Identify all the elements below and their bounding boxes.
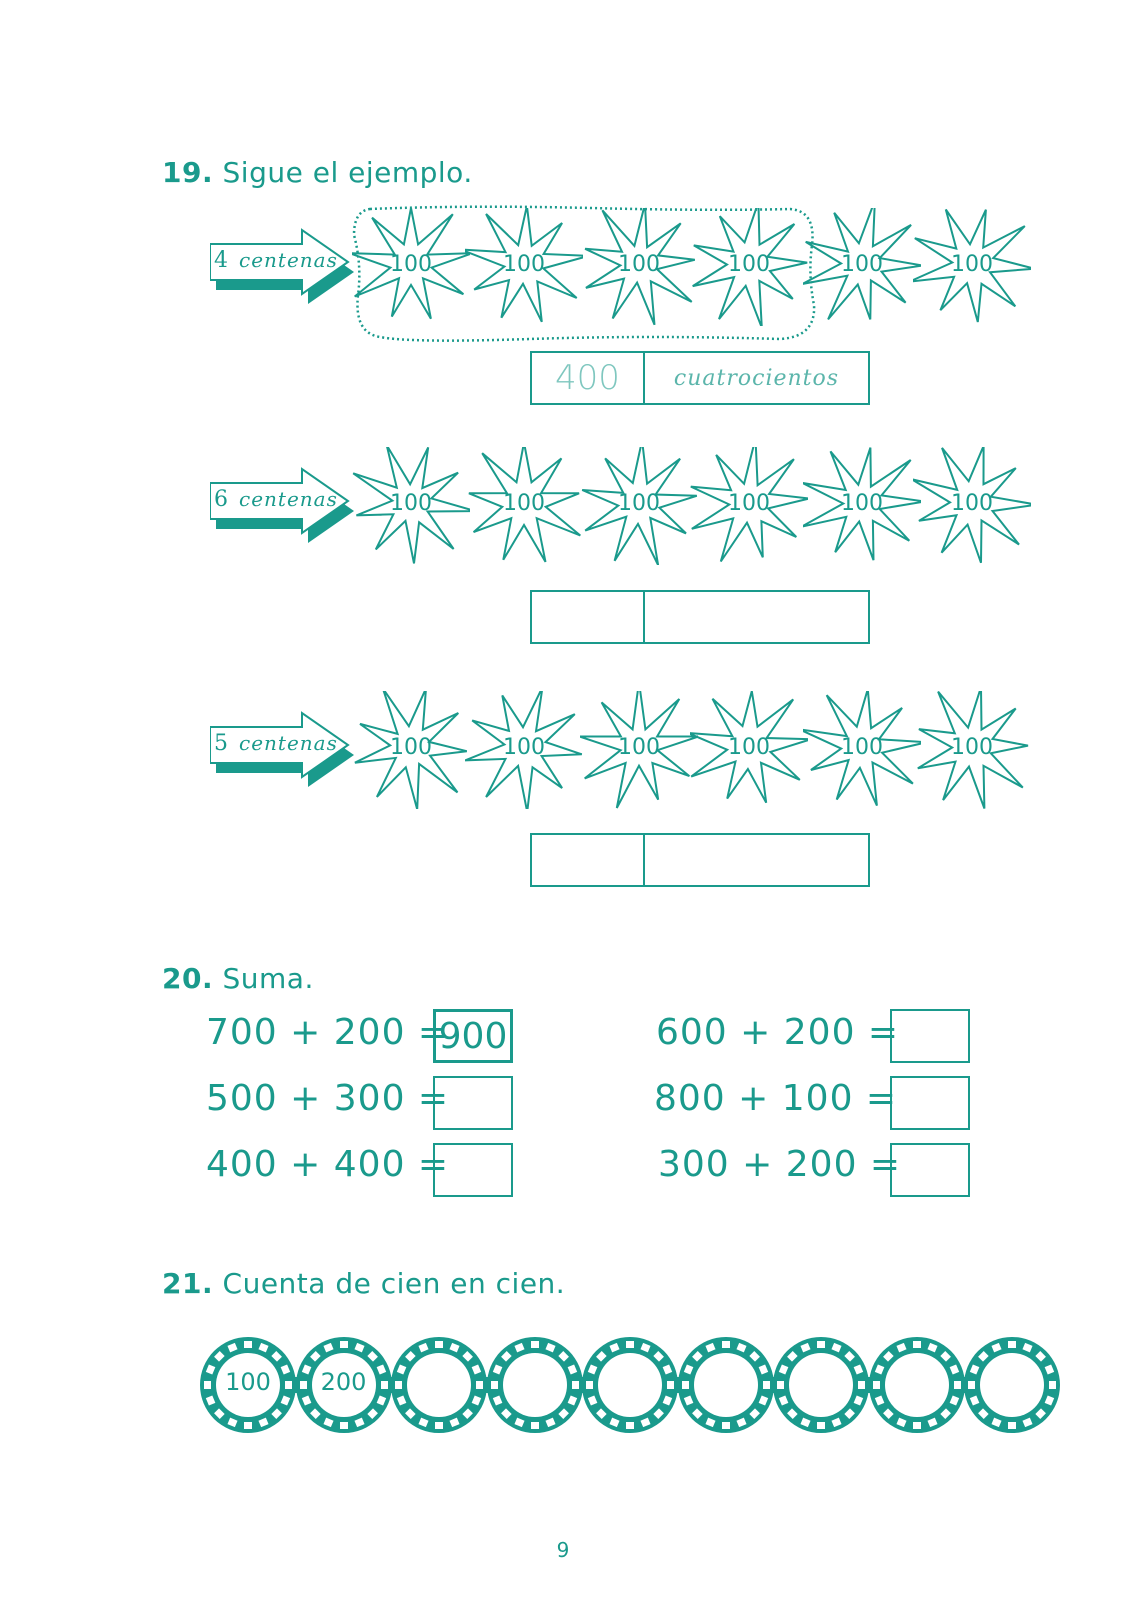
star-value: 100	[728, 491, 770, 516]
answer-word-cell[interactable]	[645, 592, 868, 642]
chip-value: 200	[320, 1368, 367, 1396]
star-value: 100	[951, 252, 993, 277]
sum-expression: 800 + 100 =	[654, 1078, 898, 1119]
star-value: 100	[951, 735, 993, 760]
star-value: 100	[728, 252, 770, 277]
sum-expression: 700 + 200 =	[206, 1012, 450, 1053]
star-value: 100	[841, 735, 883, 760]
counting-chip[interactable]	[962, 1335, 1062, 1435]
centenas-count: 5	[214, 731, 229, 756]
star-value: 100	[390, 735, 432, 760]
exercise-number: 21.	[162, 1267, 214, 1300]
chip-icon	[485, 1335, 585, 1435]
page-number: 9	[556, 1538, 570, 1562]
exercise-number: 20.	[162, 962, 214, 995]
centenas-unit: centenas	[239, 248, 338, 272]
hundred-star	[803, 208, 921, 326]
sum-answer-box[interactable]	[890, 1143, 970, 1197]
sum-expression: 500 + 300 =	[206, 1078, 450, 1119]
answer-number-cell[interactable]	[532, 835, 645, 885]
hundred-star	[465, 447, 583, 565]
sum-answer-box[interactable]	[890, 1009, 970, 1063]
sum-expression: 600 + 200 =	[656, 1012, 900, 1053]
exercise-instruction: Sigue el ejemplo.	[222, 156, 473, 189]
sum-answer-box[interactable]	[433, 1143, 513, 1197]
answer-number-cell[interactable]: 400	[532, 353, 645, 403]
star-value: 100	[390, 252, 432, 277]
counting-chip[interactable]	[485, 1335, 585, 1435]
star-value: 100	[618, 491, 660, 516]
star-value: 100	[503, 252, 545, 277]
hundred-star	[803, 447, 921, 565]
hundred-star	[465, 691, 583, 809]
chip-icon	[962, 1335, 1062, 1435]
counting-chip[interactable]	[294, 1335, 394, 1435]
sum-expression: 300 + 200 =	[658, 1144, 902, 1185]
counting-chip[interactable]	[389, 1335, 489, 1435]
sum-answer-box[interactable]	[890, 1076, 970, 1130]
centenas-unit: centenas	[239, 487, 338, 511]
answer-box-row-3[interactable]	[530, 833, 870, 887]
hundred-star	[913, 208, 1031, 326]
hundred-star	[580, 208, 698, 326]
arrow-label	[214, 487, 338, 512]
hundred-star	[690, 208, 808, 326]
answer-number-cell[interactable]	[532, 592, 645, 642]
centenas-arrow	[210, 711, 360, 791]
hundred-star	[803, 691, 921, 809]
exercise-instruction: Cuenta de cien en cien.	[222, 1267, 566, 1300]
star-value: 100	[951, 491, 993, 516]
centenas-count: 6	[214, 487, 229, 512]
counting-chip[interactable]	[580, 1335, 680, 1435]
chip-icon	[771, 1335, 871, 1435]
hundred-star	[913, 447, 1031, 565]
exercise-instruction: Suma.	[222, 962, 314, 995]
chip-icon	[389, 1335, 489, 1435]
exercise-21-title	[162, 1267, 565, 1300]
centenas-arrow	[210, 467, 360, 547]
arrow-label	[214, 731, 338, 756]
sum-answer-box[interactable]	[433, 1076, 513, 1130]
counting-chip[interactable]	[198, 1335, 298, 1435]
sum-expression: 400 + 400 =	[206, 1144, 450, 1185]
chip-icon	[867, 1335, 967, 1435]
hundred-star	[352, 447, 470, 565]
centenas-unit: centenas	[239, 731, 338, 755]
centenas-count: 4	[214, 248, 229, 273]
hundred-star	[352, 691, 470, 809]
star-value: 100	[503, 491, 545, 516]
hundred-star	[580, 691, 698, 809]
sum-answer-box[interactable]: 900	[433, 1009, 513, 1063]
chip-icon	[676, 1335, 776, 1435]
star-value: 100	[841, 252, 883, 277]
hundred-star	[352, 208, 470, 326]
star-value: 100	[841, 491, 883, 516]
counting-chips-chain	[198, 1335, 1078, 1435]
arrow-label	[214, 248, 338, 273]
answer-box-row-1[interactable]	[530, 351, 870, 405]
star-value: 100	[503, 735, 545, 760]
exercise-number: 19.	[162, 156, 214, 189]
star-value: 100	[390, 491, 432, 516]
answer-word-cell[interactable]	[645, 835, 868, 885]
star-value: 100	[618, 252, 660, 277]
star-value: 100	[728, 735, 770, 760]
counting-chip[interactable]	[676, 1335, 776, 1435]
exercise-20-title	[162, 962, 314, 995]
hundred-star	[913, 691, 1031, 809]
exercise-19-title	[162, 156, 473, 189]
chip-icon	[580, 1335, 680, 1435]
star-value: 100	[618, 735, 660, 760]
answer-box-row-2[interactable]	[530, 590, 870, 644]
hundred-star	[690, 691, 808, 809]
hundred-star	[580, 447, 698, 565]
chip-value: 100	[225, 1368, 271, 1396]
counting-chip[interactable]	[867, 1335, 967, 1435]
hundred-star	[465, 208, 583, 326]
answer-word-cell[interactable]: cuatrocientos	[673, 365, 840, 391]
centenas-arrow	[210, 228, 360, 308]
counting-chip[interactable]	[771, 1335, 871, 1435]
hundred-star	[690, 447, 808, 565]
